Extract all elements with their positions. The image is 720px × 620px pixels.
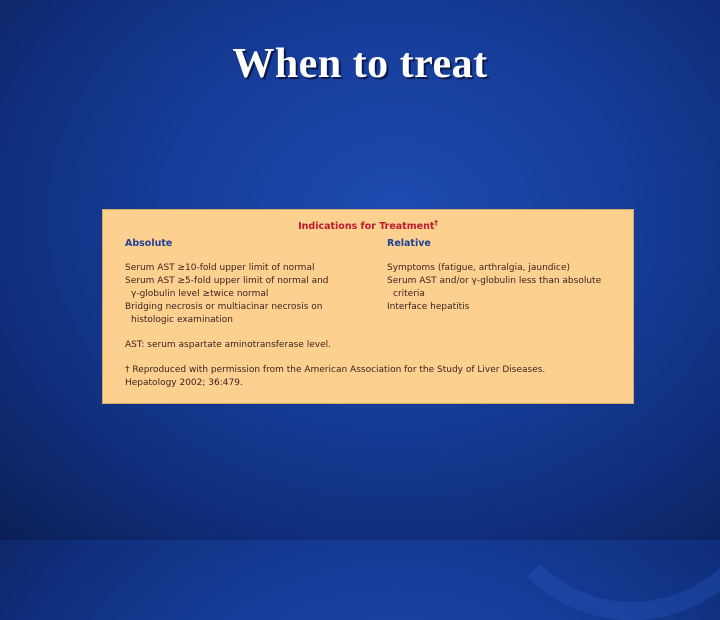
absolute-criterion: histologic examination bbox=[131, 315, 233, 325]
footnote-reproduction-line: † Reproduced with permission from the American Association for the Study of Liver Diseases. bbox=[125, 365, 546, 375]
table-title-text: Indications for Treatment bbox=[298, 221, 435, 233]
footnote-reproduction-line: Hepatology 2002; 36:479. bbox=[125, 378, 243, 388]
slide-title: When to treat bbox=[232, 41, 488, 87]
table-title-mark: † bbox=[434, 219, 438, 227]
relative-criterion: Symptoms (fatigue, arthralgia, jaundice) bbox=[387, 263, 571, 273]
relative-heading: Relative bbox=[387, 238, 431, 249]
absolute-criterion: γ-globulin level ≥twice normal bbox=[131, 289, 269, 299]
relative-criterion: Serum AST and/or γ-globulin less than absolute bbox=[387, 276, 602, 286]
indications-table bbox=[102, 209, 634, 404]
absolute-criteria-list bbox=[125, 262, 375, 327]
absolute-criterion: Serum AST ≥10-fold upper limit of normal bbox=[125, 263, 315, 273]
footnote-ast: AST: serum aspartate aminotransferase level. bbox=[125, 340, 332, 350]
relative-criterion: Interface hepatitis bbox=[387, 302, 470, 312]
absolute-criterion: Bridging necrosis or multiacinar necrosis on bbox=[125, 302, 323, 312]
footnote-reproduction bbox=[125, 364, 615, 390]
absolute-heading: Absolute bbox=[125, 238, 173, 249]
relative-criteria-list bbox=[387, 262, 627, 314]
absolute-criterion: Serum AST ≥5-fold upper limit of normal and bbox=[125, 276, 329, 286]
relative-criterion: criteria bbox=[393, 289, 425, 299]
table-title bbox=[103, 219, 633, 232]
